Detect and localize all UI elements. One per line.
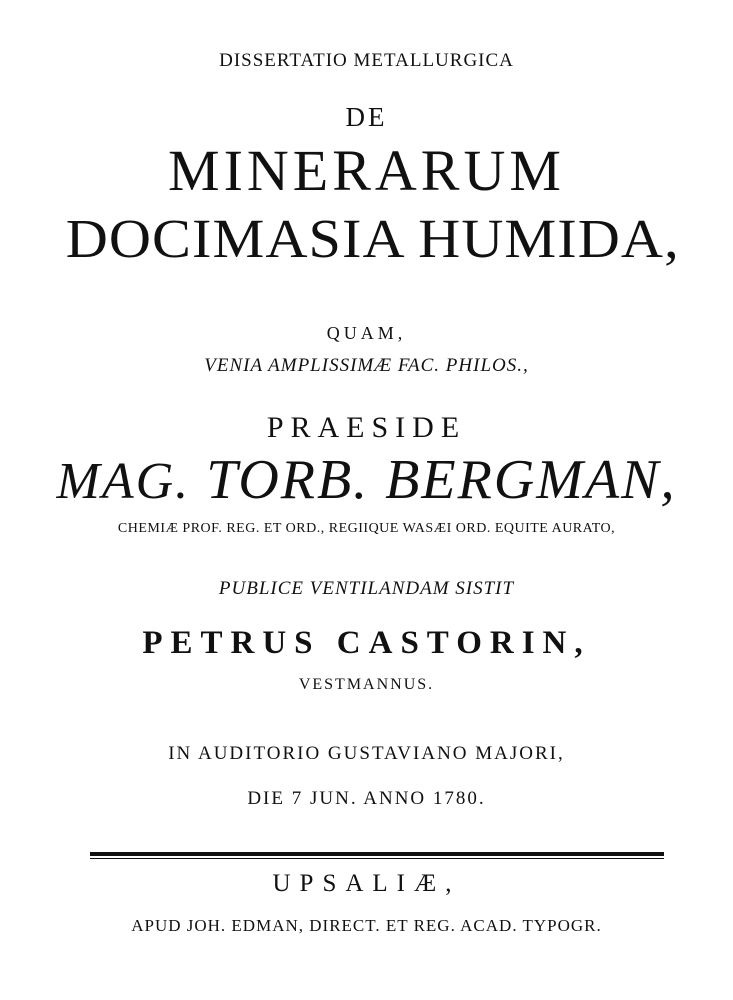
respondent-name: PETRUS CASTORIN,	[142, 625, 591, 661]
printer-line: APUD JOH. EDMAN, DIRECT. ET REG. ACAD. TYPOGR.	[131, 916, 602, 935]
president-title: MAG.	[56, 453, 191, 510]
president-credentials: CHEMIÆ PROF. REG. ET ORD., REGIIQUE WASÆI ORD. EQUITE AURATO,	[117, 521, 616, 536]
president-name	[0, 449, 733, 513]
date-line: DIE 7 JUN. ANNO 1780.	[247, 788, 486, 809]
respondent-origin: VESTMANNUS.	[298, 676, 435, 693]
president-name-text: TORB. BERGMAN,	[206, 449, 677, 511]
main-title-line-1: MINERARUM	[168, 138, 565, 203]
venue-line: IN AUDITORIO GUSTAVIANO MAJORI,	[168, 743, 565, 764]
subtitle-dissertatio: DISSERTATIO METALLURGICA	[219, 50, 514, 71]
preposition-de: DE	[345, 102, 388, 132]
place-line: UPSALIÆ,	[272, 870, 461, 897]
quam-line: QUAM,	[326, 323, 407, 343]
praeside-line: PRAESIDE	[266, 411, 467, 444]
main-title-line-2: DOCIMASIA HUMIDA,	[65, 208, 680, 269]
divider-thin	[90, 858, 664, 859]
publice-line: PUBLICE VENTILANDAM SISTIT	[218, 578, 515, 599]
divider-thick	[90, 852, 664, 856]
venia-line: VENIA AMPLISSIMÆ FAC. PHILOS.,	[204, 355, 529, 376]
